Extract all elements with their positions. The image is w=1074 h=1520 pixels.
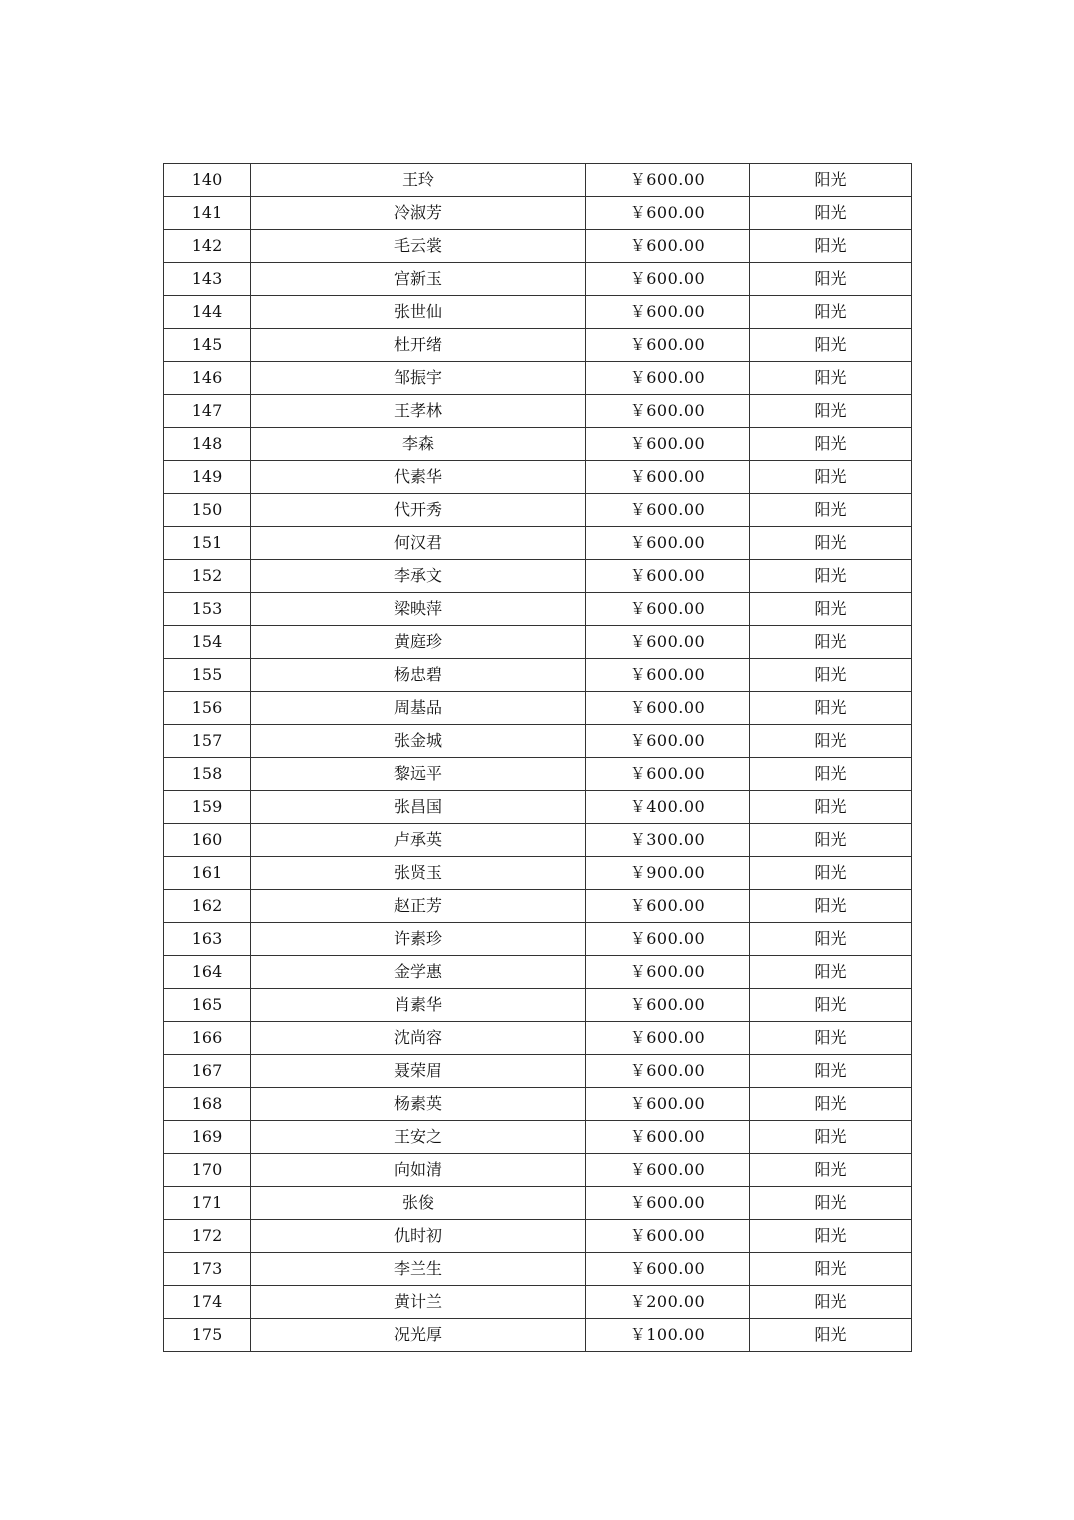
amount-cell: ￥600.00 — [586, 626, 750, 659]
table-row — [164, 626, 912, 659]
name-cell: 黄计兰 — [251, 1286, 586, 1319]
table-row — [164, 1319, 912, 1352]
table-row — [164, 527, 912, 560]
name-cell: 王玲 — [251, 164, 586, 197]
table-body — [164, 164, 912, 1352]
row-number-cell: 148 — [164, 428, 251, 461]
category-cell: 阳光 — [750, 527, 912, 560]
amount-cell: ￥400.00 — [586, 791, 750, 824]
amount-cell: ￥600.00 — [586, 758, 750, 791]
amount-cell: ￥600.00 — [586, 1154, 750, 1187]
table-row — [164, 692, 912, 725]
row-number-cell: 146 — [164, 362, 251, 395]
category-cell: 阳光 — [750, 197, 912, 230]
row-number-cell: 172 — [164, 1220, 251, 1253]
amount-cell: ￥600.00 — [586, 593, 750, 626]
amount-cell: ￥600.00 — [586, 1088, 750, 1121]
category-cell: 阳光 — [750, 626, 912, 659]
name-cell: 张世仙 — [251, 296, 586, 329]
row-number-cell: 152 — [164, 560, 251, 593]
row-number-cell: 170 — [164, 1154, 251, 1187]
name-cell: 杜开绪 — [251, 329, 586, 362]
name-cell: 赵正芳 — [251, 890, 586, 923]
category-cell: 阳光 — [750, 725, 912, 758]
row-number-cell: 147 — [164, 395, 251, 428]
name-cell: 黄庭珍 — [251, 626, 586, 659]
category-cell: 阳光 — [750, 329, 912, 362]
table-row — [164, 956, 912, 989]
table-row — [164, 461, 912, 494]
amount-cell: ￥600.00 — [586, 1187, 750, 1220]
category-cell: 阳光 — [750, 395, 912, 428]
row-number-cell: 166 — [164, 1022, 251, 1055]
category-cell: 阳光 — [750, 362, 912, 395]
amount-cell: ￥100.00 — [586, 1319, 750, 1352]
amount-cell: ￥600.00 — [586, 659, 750, 692]
name-cell: 李森 — [251, 428, 586, 461]
row-number-cell: 142 — [164, 230, 251, 263]
amount-cell: ￥600.00 — [586, 1055, 750, 1088]
row-number-cell: 167 — [164, 1055, 251, 1088]
table-row — [164, 758, 912, 791]
payment-table — [163, 163, 912, 1352]
category-cell: 阳光 — [750, 164, 912, 197]
row-number-cell: 153 — [164, 593, 251, 626]
category-cell: 阳光 — [750, 1253, 912, 1286]
name-cell: 李承文 — [251, 560, 586, 593]
category-cell: 阳光 — [750, 1154, 912, 1187]
amount-cell: ￥600.00 — [586, 890, 750, 923]
table-row — [164, 593, 912, 626]
category-cell: 阳光 — [750, 1088, 912, 1121]
name-cell: 向如清 — [251, 1154, 586, 1187]
name-cell: 黎远平 — [251, 758, 586, 791]
row-number-cell: 171 — [164, 1187, 251, 1220]
name-cell: 何汉君 — [251, 527, 586, 560]
table-row — [164, 230, 912, 263]
amount-cell: ￥600.00 — [586, 395, 750, 428]
table-row — [164, 1286, 912, 1319]
amount-cell: ￥900.00 — [586, 857, 750, 890]
category-cell: 阳光 — [750, 890, 912, 923]
row-number-cell: 162 — [164, 890, 251, 923]
table-row — [164, 329, 912, 362]
name-cell: 聂荣眉 — [251, 1055, 586, 1088]
table-row — [164, 395, 912, 428]
name-cell: 杨忠碧 — [251, 659, 586, 692]
amount-cell: ￥600.00 — [586, 923, 750, 956]
row-number-cell: 174 — [164, 1286, 251, 1319]
table-row — [164, 725, 912, 758]
name-cell: 仇时初 — [251, 1220, 586, 1253]
row-number-cell: 155 — [164, 659, 251, 692]
row-number-cell: 157 — [164, 725, 251, 758]
row-number-cell: 168 — [164, 1088, 251, 1121]
table-row — [164, 890, 912, 923]
name-cell: 王安之 — [251, 1121, 586, 1154]
category-cell: 阳光 — [750, 560, 912, 593]
category-cell: 阳光 — [750, 1286, 912, 1319]
amount-cell: ￥600.00 — [586, 560, 750, 593]
row-number-cell: 140 — [164, 164, 251, 197]
row-number-cell: 158 — [164, 758, 251, 791]
category-cell: 阳光 — [750, 593, 912, 626]
name-cell: 肖素华 — [251, 989, 586, 1022]
amount-cell: ￥600.00 — [586, 197, 750, 230]
name-cell: 宫新玉 — [251, 263, 586, 296]
table-row — [164, 1022, 912, 1055]
amount-cell: ￥600.00 — [586, 1022, 750, 1055]
amount-cell: ￥600.00 — [586, 989, 750, 1022]
name-cell: 邹振宇 — [251, 362, 586, 395]
amount-cell: ￥600.00 — [586, 527, 750, 560]
name-cell: 代素华 — [251, 461, 586, 494]
name-cell: 梁映萍 — [251, 593, 586, 626]
row-number-cell: 175 — [164, 1319, 251, 1352]
category-cell: 阳光 — [750, 923, 912, 956]
name-cell: 况光厚 — [251, 1319, 586, 1352]
category-cell: 阳光 — [750, 791, 912, 824]
table-row — [164, 1154, 912, 1187]
table-row — [164, 1253, 912, 1286]
amount-cell: ￥600.00 — [586, 329, 750, 362]
row-number-cell: 173 — [164, 1253, 251, 1286]
row-number-cell: 144 — [164, 296, 251, 329]
name-cell: 卢承英 — [251, 824, 586, 857]
category-cell: 阳光 — [750, 758, 912, 791]
row-number-cell: 160 — [164, 824, 251, 857]
amount-cell: ￥600.00 — [586, 956, 750, 989]
amount-cell: ￥600.00 — [586, 461, 750, 494]
name-cell: 张俊 — [251, 1187, 586, 1220]
amount-cell: ￥300.00 — [586, 824, 750, 857]
name-cell: 张金城 — [251, 725, 586, 758]
table-row — [164, 1088, 912, 1121]
category-cell: 阳光 — [750, 494, 912, 527]
name-cell: 代开秀 — [251, 494, 586, 527]
table-row — [164, 362, 912, 395]
name-cell: 张昌国 — [251, 791, 586, 824]
category-cell: 阳光 — [750, 857, 912, 890]
row-number-cell: 145 — [164, 329, 251, 362]
amount-cell: ￥600.00 — [586, 296, 750, 329]
category-cell: 阳光 — [750, 1319, 912, 1352]
table-row — [164, 857, 912, 890]
category-cell: 阳光 — [750, 461, 912, 494]
table-row — [164, 791, 912, 824]
amount-cell: ￥600.00 — [586, 494, 750, 527]
amount-cell: ￥600.00 — [586, 1253, 750, 1286]
amount-cell: ￥600.00 — [586, 362, 750, 395]
row-number-cell: 150 — [164, 494, 251, 527]
amount-cell: ￥200.00 — [586, 1286, 750, 1319]
category-cell: 阳光 — [750, 230, 912, 263]
name-cell: 毛云裳 — [251, 230, 586, 263]
table-row — [164, 197, 912, 230]
name-cell: 杨素英 — [251, 1088, 586, 1121]
category-cell: 阳光 — [750, 989, 912, 1022]
amount-cell: ￥600.00 — [586, 230, 750, 263]
table-row — [164, 296, 912, 329]
amount-cell: ￥600.00 — [586, 263, 750, 296]
row-number-cell: 163 — [164, 923, 251, 956]
table-row — [164, 263, 912, 296]
row-number-cell: 149 — [164, 461, 251, 494]
row-number-cell: 156 — [164, 692, 251, 725]
name-cell: 许素珍 — [251, 923, 586, 956]
row-number-cell: 154 — [164, 626, 251, 659]
table-row — [164, 659, 912, 692]
table-row — [164, 494, 912, 527]
table-row — [164, 923, 912, 956]
amount-cell: ￥600.00 — [586, 692, 750, 725]
amount-cell: ￥600.00 — [586, 1121, 750, 1154]
row-number-cell: 165 — [164, 989, 251, 1022]
table-row — [164, 164, 912, 197]
row-number-cell: 143 — [164, 263, 251, 296]
table-row — [164, 989, 912, 1022]
name-cell: 周基品 — [251, 692, 586, 725]
category-cell: 阳光 — [750, 1220, 912, 1253]
row-number-cell: 141 — [164, 197, 251, 230]
name-cell: 沈尚容 — [251, 1022, 586, 1055]
category-cell: 阳光 — [750, 1121, 912, 1154]
name-cell: 金学惠 — [251, 956, 586, 989]
category-cell: 阳光 — [750, 956, 912, 989]
table-row — [164, 1220, 912, 1253]
category-cell: 阳光 — [750, 692, 912, 725]
name-cell: 冷淑芳 — [251, 197, 586, 230]
category-cell: 阳光 — [750, 263, 912, 296]
table-row — [164, 1121, 912, 1154]
row-number-cell: 151 — [164, 527, 251, 560]
row-number-cell: 164 — [164, 956, 251, 989]
category-cell: 阳光 — [750, 824, 912, 857]
table-row — [164, 1055, 912, 1088]
amount-cell: ￥600.00 — [586, 1220, 750, 1253]
table-row — [164, 560, 912, 593]
amount-cell: ￥600.00 — [586, 164, 750, 197]
category-cell: 阳光 — [750, 428, 912, 461]
amount-cell: ￥600.00 — [586, 725, 750, 758]
row-number-cell: 159 — [164, 791, 251, 824]
name-cell: 王孝林 — [251, 395, 586, 428]
category-cell: 阳光 — [750, 1055, 912, 1088]
table-row — [164, 428, 912, 461]
table-row — [164, 824, 912, 857]
category-cell: 阳光 — [750, 296, 912, 329]
category-cell: 阳光 — [750, 659, 912, 692]
category-cell: 阳光 — [750, 1187, 912, 1220]
row-number-cell: 161 — [164, 857, 251, 890]
row-number-cell: 169 — [164, 1121, 251, 1154]
name-cell: 张贤玉 — [251, 857, 586, 890]
table-row — [164, 1187, 912, 1220]
name-cell: 李兰生 — [251, 1253, 586, 1286]
amount-cell: ￥600.00 — [586, 428, 750, 461]
category-cell: 阳光 — [750, 1022, 912, 1055]
